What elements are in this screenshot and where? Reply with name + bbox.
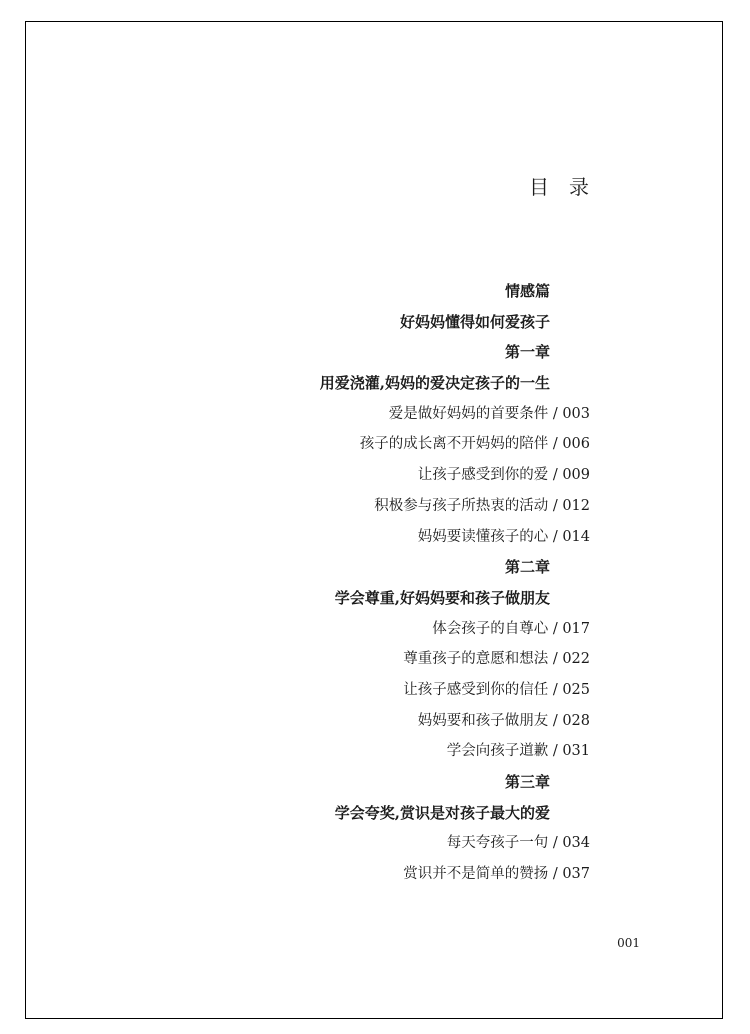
toc-entry-text: 让孩子感受到你的爱 / 009	[417, 467, 590, 484]
toc-entry[interactable]	[0, 614, 750, 645]
toc-chapter-heading-row	[0, 583, 750, 614]
toc-chapter-heading: 学会尊重,好妈妈要和孩子做朋友	[334, 588, 550, 607]
toc-entry[interactable]	[0, 491, 750, 522]
toc-entry[interactable]	[0, 736, 750, 767]
toc-chapter-row	[0, 767, 750, 798]
toc-entry[interactable]	[0, 706, 750, 737]
toc-entry[interactable]	[0, 644, 750, 675]
page-title: 目录	[529, 175, 609, 199]
toc-entry[interactable]	[0, 859, 750, 890]
toc-entry-text: 尊重孩子的意愿和想法 / 022	[403, 651, 590, 668]
toc-entry-text: 孩子的成长离不开妈妈的陪伴 / 006	[359, 436, 590, 453]
table-of-contents	[0, 276, 750, 890]
toc-chapter-heading: 学会夸奖,赏识是对孩子最大的爱	[334, 803, 550, 822]
toc-entry[interactable]	[0, 429, 750, 460]
toc-entry-text: 妈妈要和孩子做朋友 / 028	[417, 712, 590, 729]
toc-part-heading-row	[0, 307, 750, 338]
toc-chapter-row	[0, 552, 750, 583]
toc-entry-text: 体会孩子的自尊心 / 017	[432, 620, 590, 637]
toc-entry[interactable]	[0, 675, 750, 706]
toc-chapter-heading: 用爱浇灌,妈妈的爱决定孩子的一生	[319, 374, 550, 393]
toc-entry[interactable]	[0, 460, 750, 491]
toc-part-heading: 好妈妈懂得如何爱孩子	[399, 312, 550, 331]
toc-entry[interactable]	[0, 828, 750, 859]
toc-entry-text: 妈妈要读懂孩子的心 / 014	[417, 528, 590, 545]
toc-entry-text: 每天夸孩子一句 / 034	[446, 835, 590, 852]
toc-chapter-row	[0, 337, 750, 368]
toc-entry[interactable]	[0, 399, 750, 430]
toc-chapter-label: 第三章	[504, 773, 550, 791]
toc-entry[interactable]	[0, 522, 750, 553]
page-number: 001	[617, 936, 640, 950]
toc-chapter-heading-row	[0, 798, 750, 829]
toc-section-row	[0, 276, 750, 307]
toc-section-label: 情感篇	[504, 282, 550, 300]
toc-entry-text: 积极参与孩子所热衷的活动 / 012	[374, 497, 590, 514]
toc-entry-text: 学会向孩子道歉 / 031	[446, 743, 590, 760]
toc-entry-text: 赏识并不是简单的赞扬 / 037	[403, 866, 590, 883]
toc-chapter-label: 第二章	[504, 558, 550, 577]
toc-entry-text: 爱是做好妈妈的首要条件 / 003	[388, 405, 590, 422]
toc-chapter-label: 第一章	[504, 343, 550, 362]
toc-chapter-heading-row	[0, 368, 750, 399]
toc-entry-text: 让孩子感受到你的信任 / 025	[403, 681, 590, 698]
